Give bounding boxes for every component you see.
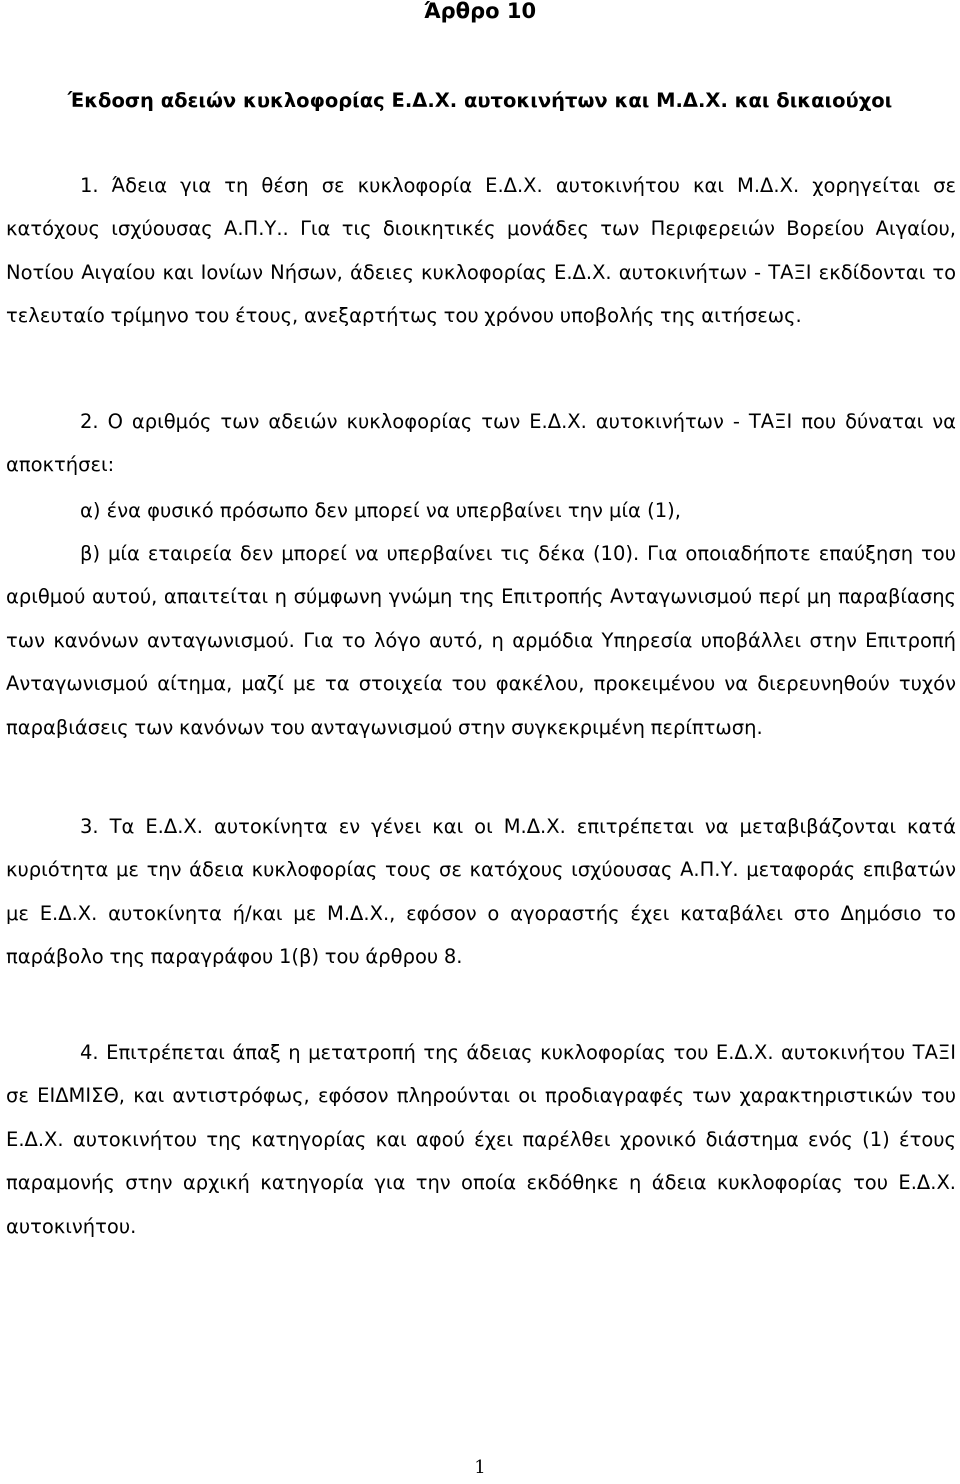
paragraph-1: 1. Άδεια για τη θέση σε κυκλοφορία Ε.Δ.Χ. αυτοκινήτου και Μ.Δ.Χ. χορηγείται σε κατόχους ισχύουσας Α.Π.Υ.. Για τις διοικητικές μονάδες των Περιφερειών Βορείου Αιγαίου, Νοτίου Αιγαίου και Ιονίων Νήσων, άδειες κυκλοφορίας Ε.Δ.Χ. αυτοκινήτων - ΤΑΞΙ εκδίδονται το τελευταίο τρίμηνο του έτους, ανεξαρτήτως του χρόνου υποβολής της αιτήσεως. [6, 174, 956, 328]
paragraph-3: 3. Τα Ε.Δ.Χ. αυτοκίνητα εν γένει και οι Μ.Δ.Χ. επιτρέπεται να μεταβιβάζονται κατά κυριότητα με την άδεια κυκλοφορίας τους σε κατόχους ισχύουσας Α.Π.Υ. μεταφοράς επιβατών με Ε.Δ.Χ. αυτοκίνητα ή/και με Μ.Δ.Χ., εφόσον ο αγοραστής έχει καταβάλει στο Δημόσιο το παράβολο της παραγράφου 1(β) του άρθρου 8. [6, 815, 956, 969]
paragraph-2-item-b: β) μία εταιρεία δεν μπορεί να υπερβαίνει τις δέκα (10). Για οποιαδήποτε επαύξηση του αριθμού αυτού, απαιτείται η σύμφωνη γνώμη της Επιτροπής Ανταγωνισμού περί μη παραβίασης των κανόνων ανταγωνισμού. Για το λόγο αυτό, η αρμόδια Υπηρεσία υποβάλλει στην Επιτροπή Ανταγωνισμού αίτημα, μαζί με τα στοιχεία του φακέλου, προκειμένου να διερευνηθούν τυχόν παραβιάσεις των κανόνων του ανταγωνισμού στην συγκεκριμένη περίπτωση. [6, 542, 956, 739]
article-title: Άρθρο 10 [423, 0, 537, 23]
paragraph-2-item-a: α) ένα φυσικό πρόσωπο δεν μπορεί να υπερβαίνει την μία (1), [80, 499, 681, 522]
page-number: 1 [474, 1457, 486, 1478]
paragraph-2: 2. Ο αριθμός των αδειών κυκλοφορίας των Ε.Δ.Χ. αυτοκινήτων - ΤΑΞΙ που δύναται να αποκτήσει: [6, 410, 956, 477]
article-subtitle: Έκδοση αδειών κυκλοφορίας Ε.Δ.Χ. αυτοκινήτων και Μ.Δ.Χ. και δικαιούχοι [67, 89, 893, 112]
paragraph-4: 4. Επιτρέπεται άπαξ η μετατροπή της άδειας κυκλοφορίας του Ε.Δ.Χ. αυτοκινήτου ΤΑΞΙ σε ΕΙΔΜΙΣΘ, και αντιστρόφως, εφόσον πληρούνται οι προδιαγραφές των χαρακτηριστικών του Ε.Δ.Χ. αυτοκινήτου της κατηγορίας και αφού έχει παρέλθει χρονικό διάστημα ενός (1) έτους παραμονής στην αρχική κατηγορία για την οποία εκδόθηκε η άδεια κυκλοφορίας του Ε.Δ.Χ. αυτοκινήτου. [6, 1041, 956, 1238]
